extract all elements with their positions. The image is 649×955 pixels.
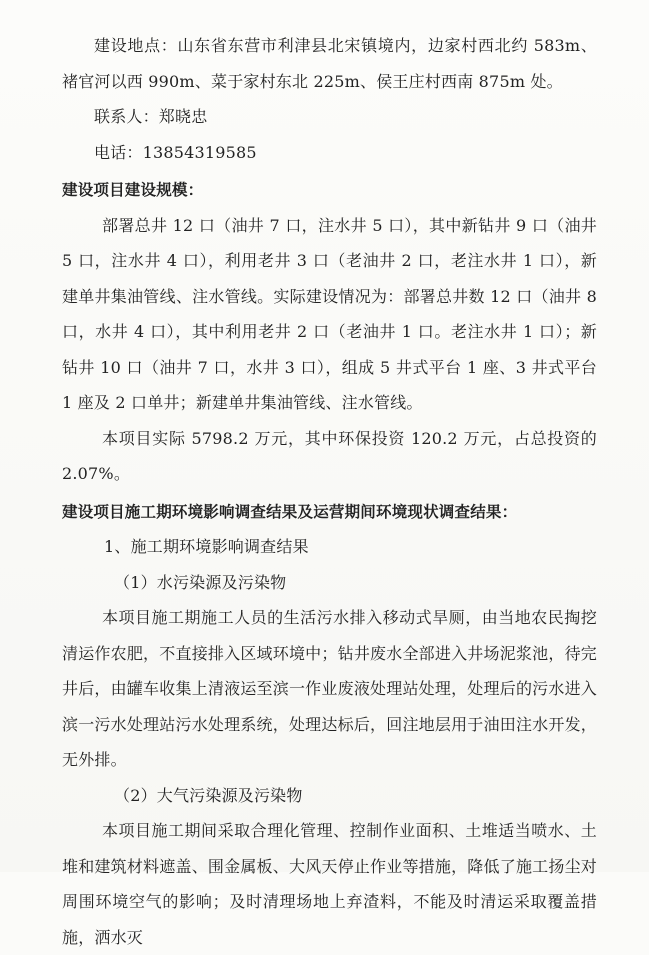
section-1-title: 1、施工期环境影响调查结果 <box>104 537 309 556</box>
contact-phone: 电话：13854319585 <box>94 142 257 162</box>
construction-location: 建设地点：山东省东营市利津县北宋镇境内，边家村西北约 583m、褚官河以西 990m、菜于家村东北 225m、侯王庄村西南 875m 处。 <box>62 36 597 91</box>
environment-heading: 建设项目施工期环境影响调查结果及运营期间环境现状调查结果： <box>62 501 518 521</box>
subsection-water-title: （1）水污染源及污染物 <box>114 572 287 592</box>
contact-person: 联系人：郑晓忠 <box>94 107 208 126</box>
subsection-air-title: （2）大气污染源及污染物 <box>114 785 303 805</box>
investment-summary: 本项目实际 5798.2 万元，其中环保投资 120.2 万元，占总投资的 2.07%。 <box>62 428 597 483</box>
subsection-air-body: 本项目施工期间采取合理化管理、控制作业面积、土堆适当喷水、土堆和建筑材料遮盖、围金属板、大风天停止作业等措施，降低了施工扬尘对周围环境空气的影响；及时清理场地上弃渣料，不能及时清运采取覆盖措施，洒水灭 <box>62 821 597 947</box>
subsection-water-body: 本项目施工期施工人员的生活污水排入移动式旱厕，由当地农民掏挖清运作农肥，不直接排入区域环境中；钻井废水全部进入井场泥浆池，待完井后，由罐车收集上清液运至滨一作业废液处理站处理，处理后的污水进入滨一污水处理站污水处理系统，处理达标后，回注地层用于油田注水开发，无外排。 <box>62 608 597 769</box>
scale-heading: 建设项目建设规模： <box>62 180 204 199</box>
scale-body: 部署总井 12 口（油井 7 口，注水井 5 口），其中新钻井 9 口（油井 5 口，注水井 4 口），利用老井 3 口（老油井 2 口，老注水井 1 口），新建单井集油管线、注水管线。实际建设情况为：部署总井数 12 口（油井 8 口，水井 4 口），其中利用老井 2 口（老油井 1 口。老注水井 1 口）；新钻井 10 口（油井 7 口，水井 3 口），组成 5 井式平台 1 座、3 井式平台 1 座及 2 口单井；新建单井集油管线、注水管线。 <box>62 215 597 412</box>
